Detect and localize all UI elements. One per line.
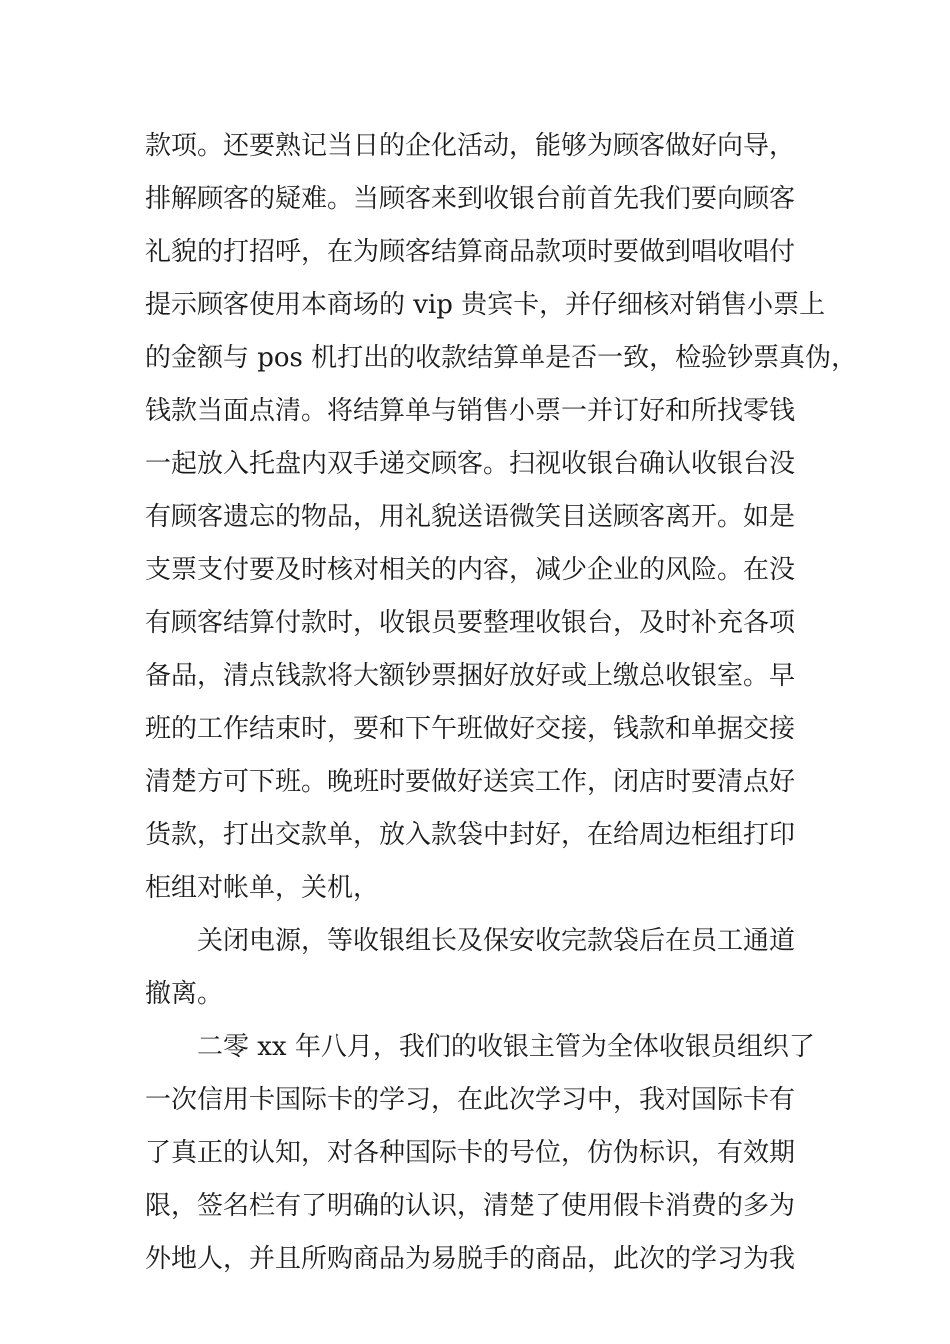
text-line: 一起放入托盘内双手递交顾客。扫视收银台确认收银台没 (145, 449, 796, 479)
text-line: 了真正的认知，对各种国际卡的号位，仿伪标识，有效期 (145, 1138, 796, 1168)
text-line: 备品，清点钱款将大额钞票捆好放好或上缴总收银室。早 (145, 661, 796, 691)
document-body (145, 120, 858, 1339)
text-line: 关闭电源，等收银组长及保安收完款袋后在员工通道 (197, 926, 796, 956)
text-line: 的金额与 pos 机打出的收款结算单是否一致，检验钞票真伪， (145, 343, 858, 373)
text-line: 二零 xx 年八月，我们的收银主管为全体收银员组织了 (197, 1032, 815, 1062)
text-line: 有顾客结算付款时，收银员要整理收银台，及时补充各项 (145, 608, 796, 638)
text-line: 提示顾客使用本商场的 vip 贵宾卡，并仔细核对销售小票上 (145, 290, 826, 320)
text-line: 有顾客遗忘的物品，用礼貌送语微笑目送顾客离开。如是 (145, 502, 796, 532)
text-line: 支票支付要及时核对相关的内容，减少企业的风险。在没 (145, 555, 796, 585)
text-line: 外地人，并且所购商品为易脱手的商品，此次的学习为我 (145, 1244, 796, 1274)
paragraph-1 (145, 120, 858, 915)
text-line: 柜组对帐单，关机， (145, 873, 380, 903)
text-line: 礼貌的打招呼，在为顾客结算商品款项时要做到唱收唱付 (145, 237, 796, 267)
text-line: 排解顾客的疑难。当顾客来到收银台前首先我们要向顾客 (145, 184, 796, 214)
text-line: 限，签名栏有了明确的认识，清楚了使用假卡消费的多为 (145, 1191, 796, 1221)
text-line: 撤离。 (145, 979, 224, 1009)
text-line: 货款，打出交款单，放入款袋中封好，在给周边柜组打印 (145, 820, 796, 850)
text-line: 钱款当面点清。将结算单与销售小票一并订好和所找零钱 (145, 396, 796, 426)
text-line: 款项。还要熟记当日的企化活动，能够为顾客做好向导， (145, 131, 796, 161)
text-line: 清楚方可下班。晚班时要做好送宾工作，闭店时要清点好 (145, 767, 796, 797)
text-line (145, 1286, 817, 1339)
paragraph-2 (145, 915, 817, 1021)
text-line: 班的工作结束时，要和下午班做好交接，钱款和单据交接 (145, 714, 796, 744)
text-line: 一次信用卡国际卡的学习，在此次学习中，我对国际卡有 (145, 1085, 796, 1115)
paragraph-3 (145, 1021, 817, 1339)
